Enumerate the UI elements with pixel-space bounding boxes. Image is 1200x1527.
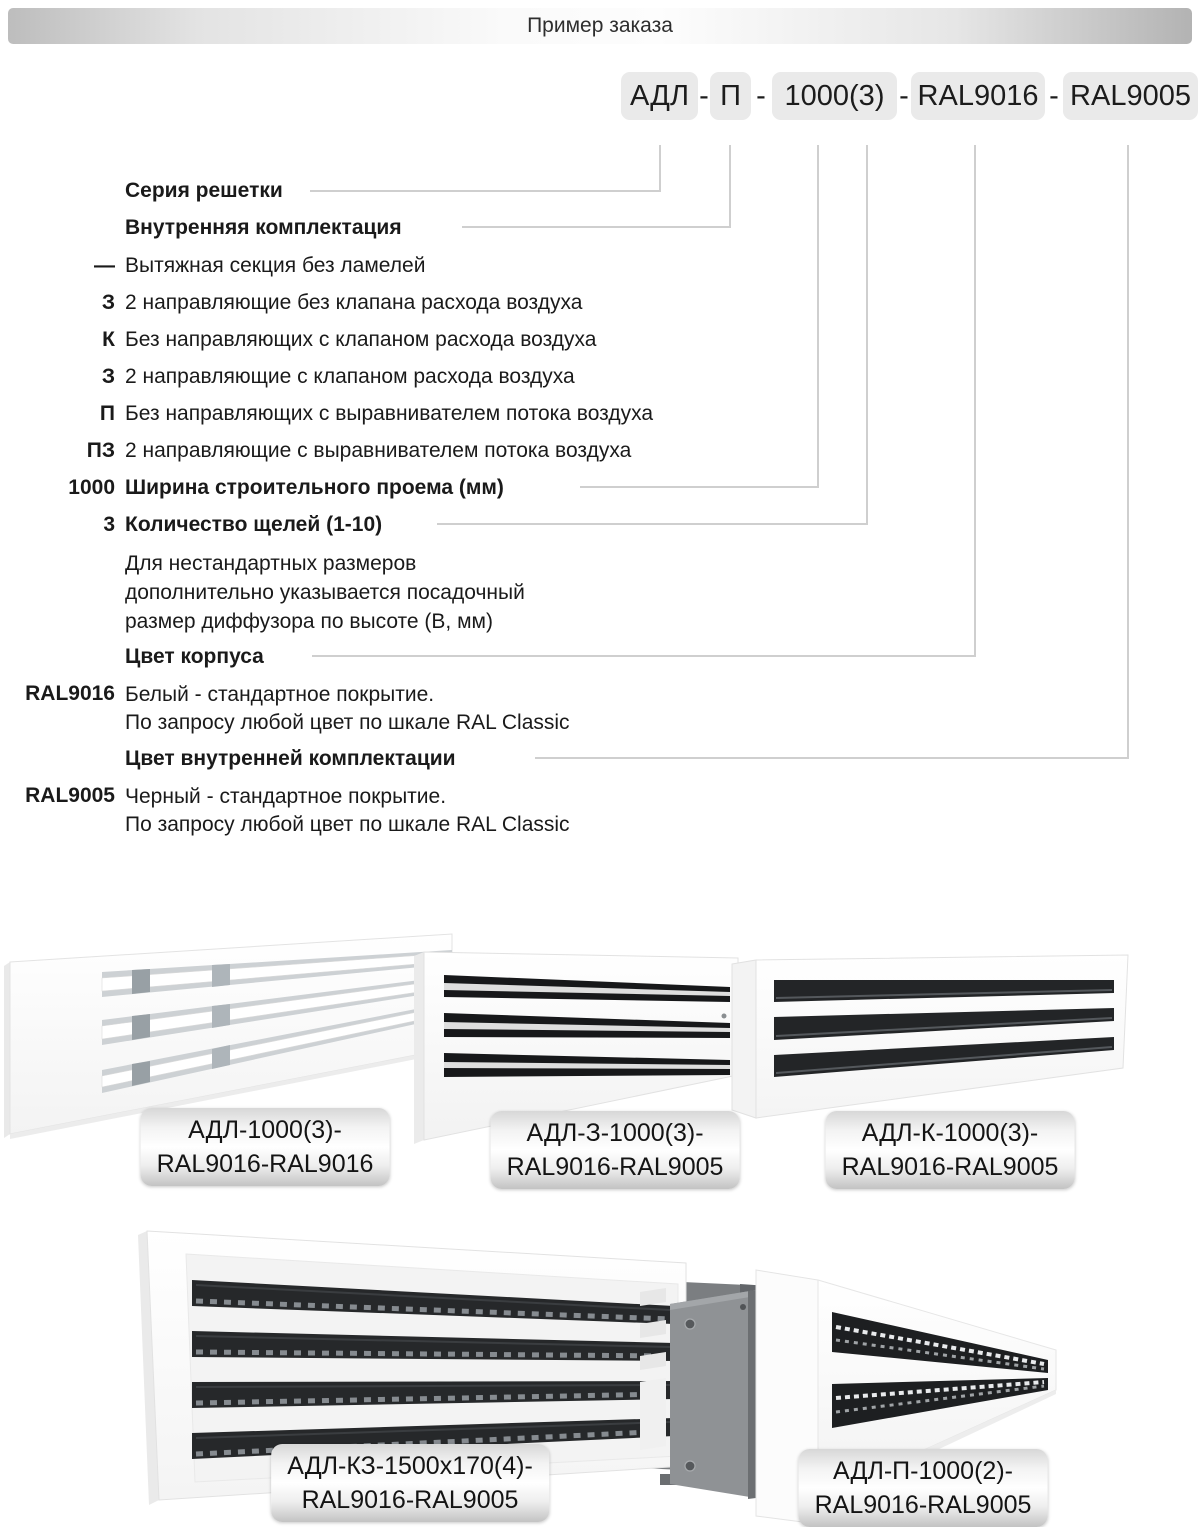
config-option-description: 2 направляющие с выравнивателем потока воздуха [125, 439, 632, 462]
product-label-line: RAL9016-RAL9005 [506, 1153, 724, 1181]
internal-color-line: По запросу любой цвет по шкале RAL Classic [125, 813, 570, 836]
order-code-internal-color: RAL9005 [1063, 72, 1198, 120]
config-option-description: Без направляющих с клапаном расхода воздуха [125, 328, 597, 351]
config-option-code: П [99, 402, 115, 425]
config-option-code: ПЗ [86, 439, 115, 462]
body-color-code: RAL9016 [25, 682, 115, 705]
internal-color-code: RAL9005 [25, 784, 115, 807]
product-label [491, 1111, 740, 1189]
config-option-description: Без направляющих с выравнивателем потока воздуха [125, 402, 654, 425]
product-label-line: АДЛ-К-1000(3)- [861, 1119, 1039, 1147]
order-code-series: АДЛ [621, 72, 698, 120]
config-option-code: З [101, 291, 115, 314]
product-label [799, 1449, 1048, 1527]
order-code-separator: - [899, 80, 909, 112]
body-color-label: Цвет корпуса [125, 645, 264, 668]
config-option-code: — [94, 254, 115, 277]
order-code-separator: - [756, 80, 766, 112]
body-color-line: Белый - стандартное покрытие. [125, 683, 435, 706]
order-code-separator: - [1049, 80, 1059, 112]
config-option-description: Вытяжная секция без ламелей [125, 254, 426, 277]
slots-description: Количество щелей (1-10) [125, 513, 383, 536]
product-label-line: АДЛ-П-1000(2)- [833, 1457, 1013, 1485]
product-label-line: АДЛ-КЗ-1500х170(4)- [287, 1452, 533, 1480]
order-code-separator: - [699, 80, 709, 112]
internal-color-line: Черный - стандартное покрытие. [125, 785, 447, 808]
product-label-line: АДЛ-1000(3)- [188, 1116, 342, 1144]
product-label-line: RAL9016-RAL9005 [301, 1486, 519, 1514]
product-label [826, 1111, 1075, 1189]
product-label-line: АДЛ-З-1000(3)- [526, 1119, 704, 1147]
product-label [141, 1108, 390, 1186]
series-label: Серия решетки [125, 179, 283, 202]
width-description: Ширина строительного проема (мм) [125, 476, 504, 499]
product-label-line: RAL9016-RAL9016 [156, 1150, 374, 1178]
width-code: 1000 [68, 476, 115, 499]
config-option-code: З [101, 365, 115, 388]
config-option-description: 2 направляющие без клапана расхода воздуха [125, 291, 583, 314]
product-label-line: RAL9016-RAL9005 [841, 1153, 1059, 1181]
order-code-body-color: RAL9016 [911, 72, 1045, 120]
note-line: дополнительно указывается посадочный [125, 581, 525, 604]
body-color-line: По запросу любой цвет по шкале RAL Classic [125, 711, 570, 734]
order-code-size: 1000(3) [772, 72, 897, 120]
grille-photo-adl-k [722, 948, 1142, 1133]
note-line: Для нестандартных размеров [125, 552, 417, 575]
product-label [271, 1444, 549, 1522]
config-label: Внутренняя комплектация [125, 216, 402, 239]
product-label-line: RAL9016-RAL9005 [814, 1491, 1032, 1519]
note-line: размер диффузора по высоте (В, мм) [125, 610, 493, 633]
slots-code: 3 [103, 513, 115, 536]
order-code-config: П [710, 72, 751, 120]
internal-color-label: Цвет внутренней комплектации [125, 747, 456, 770]
page-title: Пример заказа [8, 8, 1192, 44]
config-option-description: 2 направляющие с клапаном расхода воздуха [125, 365, 575, 388]
config-option-code: К [102, 328, 115, 351]
